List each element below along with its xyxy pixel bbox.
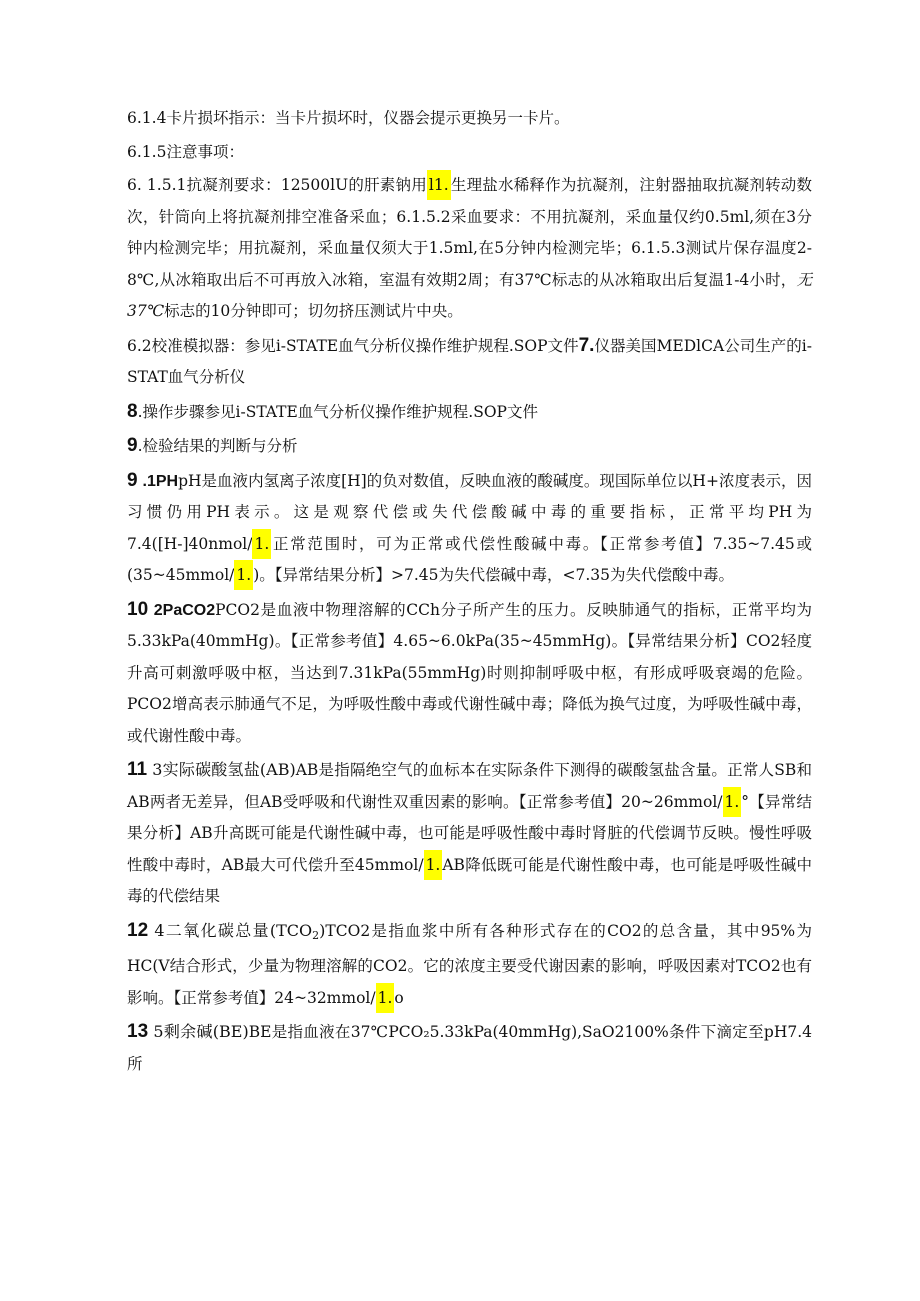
section-number: 13 xyxy=(127,1021,149,1042)
para-6-1-5 xyxy=(127,137,812,169)
text: o xyxy=(394,988,404,1007)
section-heading-close: ) xyxy=(319,920,326,940)
text: 6. 1.5.1抗凝剂要求：12500lU的肝素钠用 xyxy=(127,176,427,194)
text: TCO2是指血浆中所有各种形式存在的CO2的总含量，其中95%为HC(V结合形式，少量为物理溶解的CO2。它的浓度主要受代谢因素的影响，呼吸因素对TCO2也有影响。【正常参考值】24~32mmol/ xyxy=(127,921,812,1007)
para-12-tco2 xyxy=(127,915,812,1015)
section-number: 8 xyxy=(127,400,138,422)
highlight-mark: 1. xyxy=(252,529,271,559)
text: 6.2校准模拟器：参见i-STATE血气分析仪操作维护规程.SOP文件 xyxy=(127,336,579,355)
text: 生理盐水稀释作为抗凝剂，注射器抽取抗凝剂转动数次，针筒向上将抗凝剂排空准备采血；6.1.5.2采血要求：不用抗凝剂，采血量仅约0.5ml,须在3分钟内检测完毕；用抗凝剂，采血量仅须大于1.5ml,在5分钟内检测完毕；6.1.5.3测试片保存温度2-8℃,从冰箱取出后不可再放入冰箱，室温有效期2周；有37℃标志的从冰箱取出后复温1-4小时， xyxy=(127,176,812,289)
para-6-2 xyxy=(127,330,812,394)
text: .检验结果的判断与分析 xyxy=(137,437,298,455)
para-13-be xyxy=(127,1016,812,1080)
para-10-paco2 xyxy=(127,594,812,753)
text: 正常范围时，可为正常或代偿性酸碱中毒。【正常参考值】7.35~7.45或(35~45mmol/ xyxy=(127,534,812,584)
text: °【异常结果分析】AB升高既可能是代谢性碱中毒，也可能是呼吸性酸中毒时肾脏的代偿调节反映。慢性呼吸性酸中毒时，AB最大可代偿升至45mmol/ xyxy=(127,792,812,874)
highlight-mark: 1. xyxy=(723,787,742,817)
para-6-1-4 xyxy=(127,103,812,135)
section-number: 11 xyxy=(127,759,148,780)
highlight-mark: 1. xyxy=(424,850,443,880)
section-heading: 5剩余碱(BE) xyxy=(153,1022,249,1041)
para-6-1-5-1 xyxy=(127,170,812,328)
section-number: 9 xyxy=(127,469,138,491)
section-number: 10 xyxy=(127,598,149,620)
para-11-ab xyxy=(127,754,812,913)
section-number: 12 xyxy=(127,919,149,941)
section-number: 9 xyxy=(127,435,138,456)
text: BE是指血液在37℃PCO₂5.33kPa(40mmHg),SaO2100%条件下滴定至pH7.4所 xyxy=(127,1023,812,1073)
section-heading: 3实际碳酸氢盐(AB) xyxy=(152,760,296,779)
section-heading: 2PaCO2 xyxy=(153,601,216,619)
text: )。【异常结果分析】>7.45为失代偿碱中毒，<7.35为失代偿酸中毒。 xyxy=(253,566,734,584)
text: 6.1.5注意事项： xyxy=(127,142,244,161)
text: 仪器美国MEDlCA公司生产的i-STAT血气分析仪 xyxy=(127,336,812,386)
section-number: 7. xyxy=(578,334,595,356)
heading-9 xyxy=(127,430,812,463)
para-9-1-ph xyxy=(127,465,812,592)
text: .操作步骤参见i-STATE血气分析仪操作维护规程.SOP文件 xyxy=(137,402,538,421)
text: 6.1.4卡片损坏指示：当卡片损坏时，仪器会提示更换另一卡片。 xyxy=(127,109,570,127)
highlight-mark: l1. xyxy=(427,170,451,200)
text: pH是血液内氢离子浓度[H]的负对数值，反映血液的酸碱度。现国际单位以H+浓度表示，因习惯仍用PH表示。这是观察代偿或失代偿酸碱中毒的重要指标，正常平均PH为7.4([H-]40nmol/ xyxy=(127,471,812,553)
document-body xyxy=(127,103,812,1080)
text: AB降低既可能是代谢性酸中毒，也可能是呼吸性碱中毒的代偿结果 xyxy=(127,855,812,905)
subscript: 2 xyxy=(312,928,320,942)
heading-8 xyxy=(127,396,812,429)
section-heading: 4二氧化碳总量(TCO xyxy=(154,920,313,940)
highlight-mark: 1. xyxy=(234,560,253,590)
text: AB是指隔绝空气的血标本在实际条件下测得的碳酸氢盐含量。正常人SB和AB两者无差异，但AB受呼吸和代谢性双重因素的影响。【正常参考值】20~26mmol/ xyxy=(127,761,812,811)
highlight-mark: 1. xyxy=(376,983,395,1013)
italic-text: 无37℃ xyxy=(127,270,812,320)
section-heading: .1PH xyxy=(142,472,179,490)
text: PCO2是血液中物理溶解的CCh分子所产生的压力。反映肺通气的指标，正常平均为5.33kPa(40mmHg)。【正常参考值】4.65~6.0kPa(35~45mmHg)。【异常结果分析】CO2轻度升高可刺激呼吸中枢，当达到7.31kPa(55mmHg)时则抑制呼吸中枢，有形成呼吸衰竭的危险。PCO2增高表示肺通气不足，为呼吸性酸中毒或代谢性碱中毒；降低为换气过度，为呼吸性碱中毒，或代谢性酸中毒。 xyxy=(127,600,812,745)
text: 标志的10分钟即可；切勿挤压测试片中央。 xyxy=(164,302,463,320)
